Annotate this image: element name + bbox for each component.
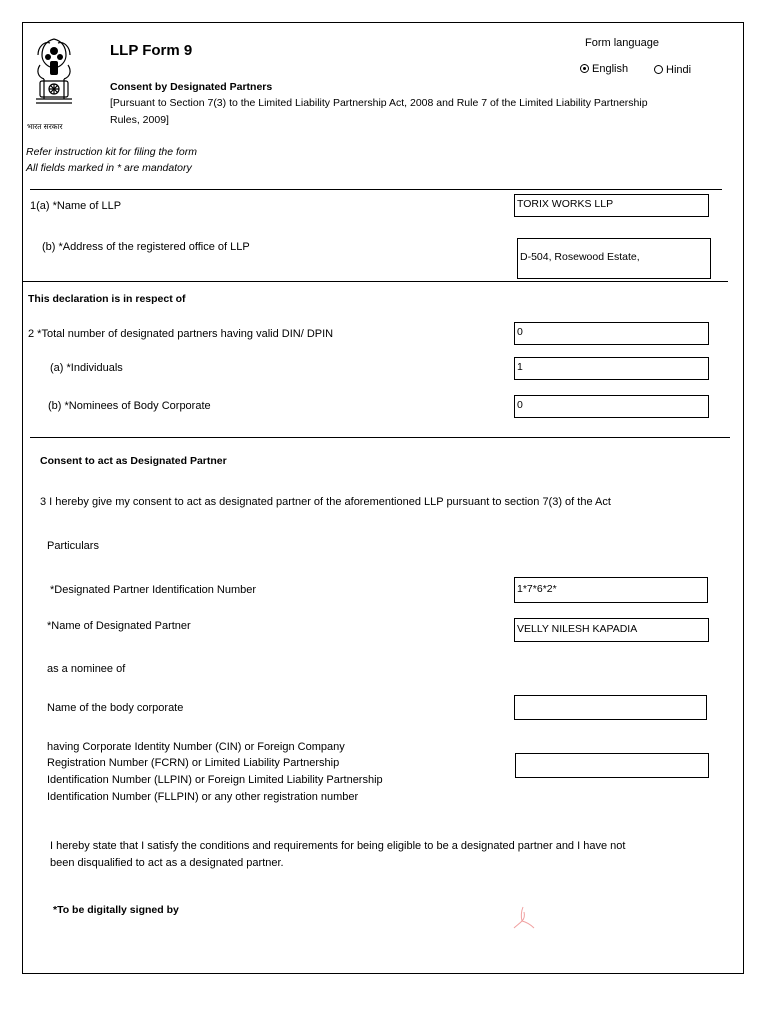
dpin-field[interactable]: 1*7*6*2*	[514, 577, 708, 603]
language-english-radio[interactable]	[580, 63, 628, 75]
total-partners-label: 2 *Total number of designated partners having valid DIN/ DPIN	[28, 328, 334, 340]
eligibility-statement-line-2: been disqualified to act as a designated partner.	[50, 857, 284, 869]
cin-label-line-3: Identification Number (LLPIN) or Foreign Limited Liability Partnership	[47, 774, 383, 786]
nominees-label: (b) *Nominees of Body Corporate	[48, 400, 211, 412]
nominees-field[interactable]: 0	[514, 395, 709, 418]
cin-field[interactable]	[515, 753, 709, 778]
individuals-field[interactable]: 1	[514, 357, 709, 380]
dpin-label: *Designated Partner Identification Number	[50, 584, 257, 596]
nominee-of-label: as a nominee of	[47, 663, 126, 675]
radio-selected-icon	[580, 64, 589, 73]
llp-name-field[interactable]: TORIX WORKS LLP	[514, 194, 709, 217]
form-subtitle: Consent by Designated Partners	[110, 81, 273, 93]
pursuant-line-2: Rules, 2009]	[110, 114, 169, 126]
pursuant-line-1: [Pursuant to Section 7(3) to the Limited Liability Partnership Act, 2008 and Rule 7 of the Limited Liability Partnership	[110, 97, 648, 109]
mandatory-fields-text: All fields marked in * are mandatory	[26, 162, 192, 174]
instruction-kit-text: Refer instruction kit for filing the form	[26, 146, 197, 158]
declaration-heading: This declaration is in respect of	[28, 293, 186, 305]
consent-heading: Consent to act as Designated Partner	[40, 455, 227, 467]
registered-office-field[interactable]: D-504, Rosewood Estate,	[517, 238, 711, 279]
body-corporate-field[interactable]	[514, 695, 707, 720]
total-partners-field[interactable]: 0	[514, 322, 709, 345]
divider	[30, 437, 730, 438]
registered-office-label: (b) *Address of the registered office of LLP	[42, 241, 250, 253]
form-language-label: Form language	[585, 37, 659, 49]
cin-label-line-1: having Corporate Identity Number (CIN) or Foreign Company	[47, 741, 345, 753]
language-english-label: English	[592, 63, 629, 75]
radio-unselected-icon	[654, 65, 663, 74]
form-title: LLP Form 9	[110, 42, 193, 59]
partner-name-label: *Name of Designated Partner	[47, 620, 191, 632]
emblem-caption: भारत सरकार	[27, 122, 63, 131]
particulars-label: Particulars	[47, 540, 99, 552]
individuals-label: (a) *Individuals	[50, 362, 123, 374]
eligibility-statement-line-1: I hereby state that I satisfy the conditions and requirements for being eligible to be a designated partner and I have not	[50, 840, 626, 852]
divider	[22, 281, 728, 282]
partner-name-field[interactable]: VELLY NILESH KAPADIA	[514, 618, 709, 642]
signature-placeholder-icon[interactable]	[510, 904, 538, 932]
cin-label-line-2: Registration Number (FCRN) or Limited Liability Partnership	[47, 757, 340, 769]
divider	[30, 189, 722, 190]
llp-name-label: 1(a) *Name of LLP	[30, 200, 122, 212]
digitally-signed-label: *To be digitally signed by	[53, 904, 179, 916]
language-hindi-label: Hindi	[666, 64, 692, 76]
body-corporate-label: Name of the body corporate	[47, 702, 184, 714]
national-emblem-icon	[30, 35, 78, 121]
language-hindi-radio[interactable]	[654, 64, 691, 76]
consent-text: 3 I hereby give my consent to act as designated partner of the aforementioned LLP pursuant to section 7(3) of the Act	[40, 496, 611, 508]
cin-label-line-4: Identification Number (FLLPIN) or any other registration number	[47, 791, 359, 803]
